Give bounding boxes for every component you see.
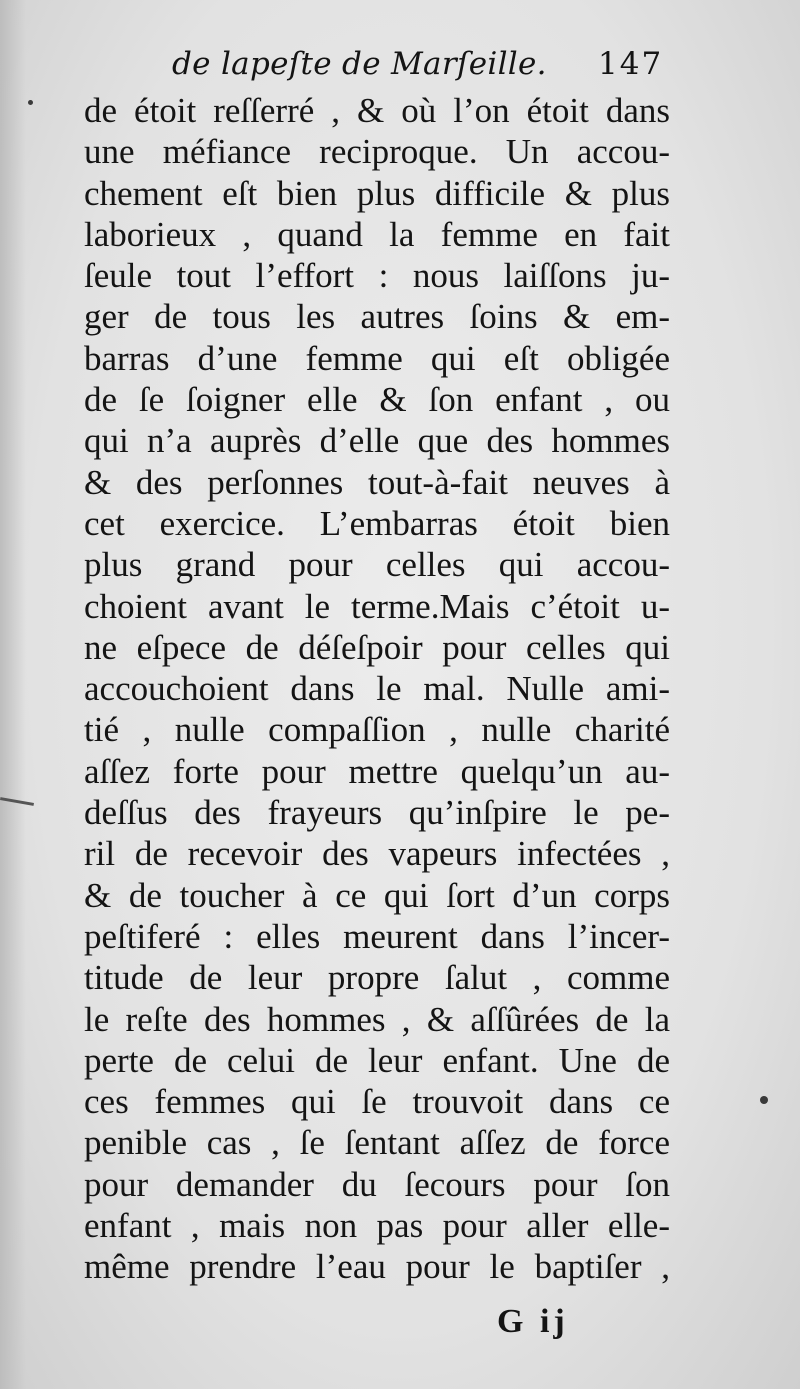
text-line: ſeule tout l’effort : nous laiſſons ju-: [84, 256, 670, 296]
text-line: perte de celui de leur enfant. Une de: [84, 1040, 670, 1080]
text-line: qui n’a auprès d’elle que des hommes: [84, 421, 670, 461]
page-number: 147: [598, 46, 664, 82]
text-line: tié , nulle compaſſion , nulle charité: [84, 710, 670, 750]
text-line: une méfiance reciproque. Un accou-: [84, 132, 670, 172]
text-line: plus grand pour celles qui accou-: [84, 545, 670, 585]
text-line: barras d’une femme qui eſt obligée: [84, 338, 670, 378]
text-line: aſſez forte pour mettre quelqu’un au-: [84, 751, 670, 791]
text-line: ger de tous les autres ſoins & em-: [84, 297, 670, 337]
text-line: ril de recevoir des vapeurs infectées ,: [84, 834, 670, 874]
text-line: penible cas , ſe ſentant aſſez de force: [84, 1123, 670, 1163]
text-line: même prendre l’eau pour le baptiſer ,: [84, 1247, 670, 1287]
text-line: peſtiferé : elles meurent dans l’incer-: [84, 916, 670, 956]
text-line: ces femmes qui ſe trouvoit dans ce: [84, 1082, 670, 1122]
text-line: enfant , mais non pas pour aller elle-: [84, 1206, 670, 1246]
text-line: choient avant le terme.Mais c’étoit u-: [84, 586, 670, 626]
ink-spot: [760, 1096, 768, 1104]
signature-mark: G ij: [497, 1303, 569, 1340]
page-edge-shadow: [0, 0, 26, 1389]
ink-spot: [28, 100, 33, 105]
text-line: le reſte des hommes , & aſſûrées de la: [84, 999, 670, 1039]
text-line: & de toucher à ce qui ſort d’un corps: [84, 875, 670, 915]
body-text: [84, 90, 670, 1288]
text-line: chement eſt bien plus difficile & plus: [84, 173, 670, 213]
text-line: & des perſonnes tout-à-fait neuves à: [84, 462, 670, 502]
text-line: de ſe ſoigner elle & ſon enfant , ou: [84, 380, 670, 420]
text-line: pour demander du ſecours pour ſon: [84, 1164, 670, 1204]
text-line: accouchoient dans le mal. Nulle ami-: [84, 669, 670, 709]
text-line: laborieux , quand la femme en fait: [84, 214, 670, 254]
text-line: deſſus des frayeurs qu’inſpire le pe-: [84, 793, 670, 833]
text-line: de étoit reſſerré , & où l’on étoit dans: [84, 91, 670, 130]
running-head-title: de lapeſte de Marſeille.: [172, 46, 547, 82]
text-line: titude de leur propre ſalut , comme: [84, 958, 670, 998]
text-line: ne eſpece de déſeſpoir pour celles qui: [84, 627, 670, 667]
text-line: cet exercice. L’embarras étoit bien: [84, 503, 670, 543]
